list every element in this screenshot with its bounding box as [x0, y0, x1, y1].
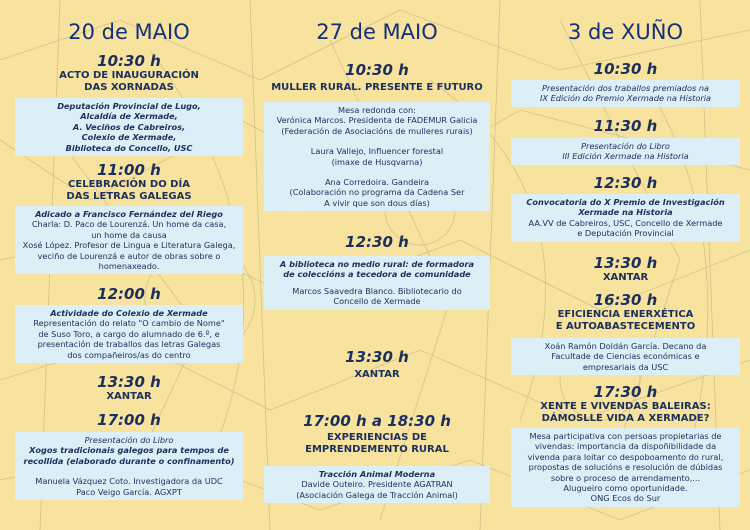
event-title: EMPRENDEMENTO RURAL [305, 444, 449, 455]
detail-line: (Colaboración no programa da Cadena Ser [289, 187, 465, 198]
detail-line: Mesa redonda con: [338, 105, 416, 115]
event-header [511, 292, 740, 333]
detail-line: Ana Corredoira. Gandeira [324, 177, 430, 188]
event-details [511, 194, 740, 242]
detail-line: Xogos tradicionais galegos para tempos de [29, 445, 229, 456]
event-time: 17:00 h a 18:30 h [303, 412, 451, 430]
event-header [511, 175, 740, 192]
event-details [511, 428, 740, 507]
detail-line: (imaxe de Husqvarna) [331, 156, 423, 167]
detail-line: Alugueiro como oportunidade. [563, 483, 688, 494]
event-time: 17:00 h [97, 411, 161, 429]
detail-line: Presentación do Libro [581, 141, 670, 151]
detail-line: AA.VV de Cabreiros, USC, Concello de Xermade [528, 217, 723, 228]
detail-line: Concello de Xermade [333, 296, 421, 307]
column-date: 27 de MAIO [316, 20, 438, 44]
event-header [511, 384, 740, 425]
event-details [264, 102, 490, 211]
detail-line: recollida (elaborado durante o confinamento) [23, 455, 235, 466]
event-time: 11:00 h [97, 161, 161, 179]
event-time: 13:30 h [345, 348, 409, 366]
detail-line: Davide Outeiro. Presidente AGATRAN [301, 479, 453, 490]
detail-line: vivendas: importancia da dispoñibilidade da [534, 441, 717, 452]
detail-line: Convocatoria do X Premio de Investigación [526, 197, 725, 207]
event-header [511, 118, 740, 135]
detail-line: III Edición Xermade na Historia [562, 151, 689, 162]
event-details [511, 338, 740, 375]
detail-line: Presentación dos traballos premiados na [541, 83, 710, 93]
detail-line: Laura Vallejo, Influencer forestal [310, 146, 444, 157]
detail-line: Tracción Animal Moderna [318, 469, 436, 479]
event-title: XANTAR [354, 369, 400, 380]
event-details [511, 138, 740, 165]
detail-line: de coleccións a tecedora de comunidade [283, 269, 471, 280]
column-date: 3 de XUÑO [568, 20, 683, 44]
event-time: 12:30 h [593, 174, 658, 192]
event-title: XENTE E VIVENDAS BALEIRAS: [540, 401, 711, 412]
detail-line: ONG Ecos do Sur [590, 493, 661, 504]
event-header [264, 349, 490, 381]
column-date: 20 de MAIO [68, 20, 190, 44]
detail-line: dos compañeiros/as do centro [67, 349, 191, 360]
event-header [264, 234, 490, 251]
detail-line: (Federación de Asociacións de mulleres rurais) [281, 125, 473, 136]
detail-line: Colexio de Xermade, [81, 132, 177, 143]
event-title: XANTAR [602, 272, 649, 283]
detail-line: Actividade do Colexio de Xermade [50, 308, 208, 318]
detail-line: A vivir que son dous días) [324, 197, 430, 208]
detail-line: Marcos Saavedra Blanco. Bibliotecario do [292, 285, 462, 296]
event-header [15, 374, 243, 403]
detail-line: vivenda para loitar co despoboamento do rural, [527, 451, 724, 462]
detail-line: A. Veciños de Cabreiros, [72, 121, 186, 132]
detail-line: Charla: D. Paco de Lourenzá. Un home da casa, [31, 219, 227, 230]
event-time: 10:30 h [593, 60, 658, 78]
event-time: 13:30 h [97, 373, 161, 391]
detail-line: Facultade de Ciencias económicas e [551, 351, 700, 362]
event-title: DÁMOSLLE VIDA A XERMADE? [541, 413, 710, 424]
event-header [264, 62, 490, 94]
detail-line: Adicado a Francisco Fernández del Riego [35, 209, 223, 219]
detail-line: Deputación Provincial de Lugo, [57, 101, 201, 111]
detail-line: homenaxeado. [98, 261, 160, 272]
event-header [15, 53, 243, 94]
event-details [264, 466, 490, 503]
detail-line: Xermade na Historia [578, 207, 673, 218]
detail-line: e Deputación Provincial [577, 228, 674, 239]
event-details [15, 206, 243, 274]
detail-line: Xoán Ramón Doldán García. Decano da [544, 341, 707, 351]
detail-line: empresariais da USC [582, 361, 669, 372]
detail-line: (Asociación Galega de Tracción Animal) [296, 489, 458, 500]
event-title: XANTAR [106, 391, 152, 402]
detail-line: Representación do relato "O cambio de Nome" [33, 318, 225, 329]
event-time: 10:30 h [97, 52, 161, 70]
event-header [15, 412, 243, 429]
event-time: 16:30 h [593, 291, 658, 309]
event-details [15, 432, 243, 500]
event-title: E AUTOABASTECEMENTO [555, 321, 696, 332]
event-title: CELEBRACIÓN DO DÍA [68, 179, 190, 190]
event-time: 12:30 h [345, 233, 409, 251]
event-header [511, 255, 740, 284]
detail-line: Biblioteca do Concello, USC [65, 142, 193, 153]
event-time: 12:00 h [97, 285, 161, 303]
event-time: 10:30 h [345, 61, 409, 79]
event-header [264, 413, 490, 456]
event-title: DAS XORNADAS [84, 82, 174, 93]
detail-line: de Suso Toro, a cargo do alumnado de 6.º, e [38, 328, 220, 339]
event-time: 11:30 h [593, 117, 658, 135]
detail-line: IX Edición do Premio Xermade na Historia [539, 93, 712, 104]
detail-line: Presentación do Libro [84, 435, 174, 445]
event-title: EXPERIENCIAS DE [327, 432, 427, 443]
event-title: ACTO DE INAUGURACIÓN [59, 70, 199, 81]
event-title: DAS LETRAS GALEGAS [66, 191, 192, 202]
detail-line: sobre o proceso de arrendamento,... [550, 472, 701, 483]
detail-line: un home da causa [91, 229, 167, 240]
event-title: EFICIENCIA ENERXÉTICA [557, 309, 694, 320]
event-header [15, 286, 243, 303]
detail-line: A biblioteca no medio rural: de formadora [279, 259, 475, 269]
detail-line: Mesa participativa con persoas propietarias de [529, 431, 722, 441]
detail-line: Paco Veigo García. AGXPT [76, 486, 182, 497]
detail-line: Verónica Marcos. Presidenta de FADEMUR Galicia [276, 115, 478, 126]
detail-line: Alcaldía de Xermade, [80, 111, 178, 122]
detail-line: Xosé López. Profesor de Lingua e Literatura Galega, [22, 240, 236, 251]
event-title: MULLER RURAL. PRESENTE E FUTURO [271, 82, 483, 93]
event-header [511, 61, 740, 78]
detail-line: Manuela Vázquez Coto. Investigadora da UDC [35, 476, 223, 487]
event-details [264, 256, 490, 310]
event-header [15, 162, 243, 203]
detail-line: veciño de Lourenzá e autor de obras sobre o [37, 250, 221, 261]
event-time: 17:30 h [593, 383, 658, 401]
detail-line: propostas de solucións e resolución de dúbidas [528, 462, 723, 473]
event-details [15, 305, 243, 363]
event-details [511, 80, 740, 107]
event-details [15, 98, 243, 156]
event-time: 13:30 h [593, 254, 658, 272]
detail-line: presentación de traballos das letras Galegas [37, 339, 221, 350]
